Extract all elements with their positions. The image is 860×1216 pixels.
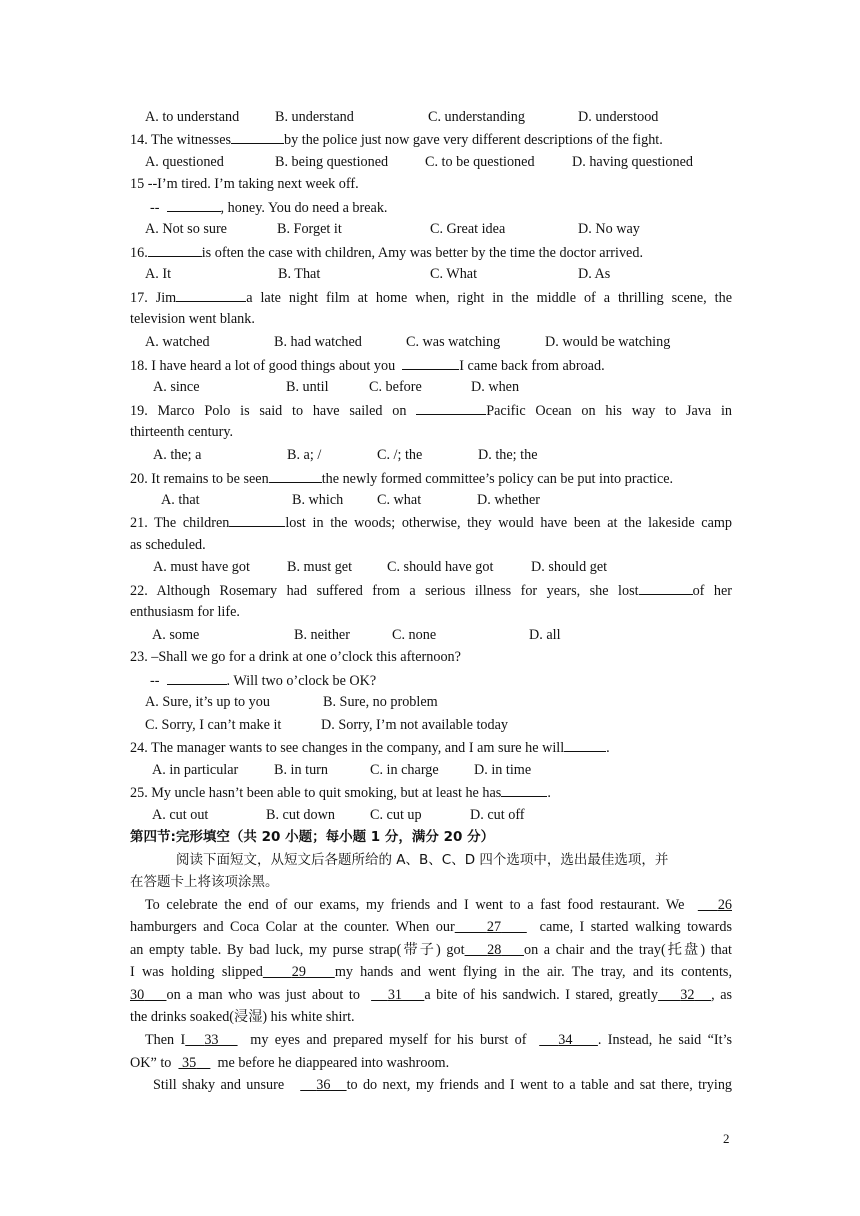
passage-line: the drinks soaked(浸湿) his white shirt. [130,1009,355,1025]
answer-blank [402,356,459,370]
option-a: A. Sure, it’s up to you [145,694,270,710]
option-c: C. what [377,492,422,508]
blank-number [300,1077,346,1093]
passage-line [130,1054,732,1072]
question-14 [130,130,732,149]
passage-text: Still shaky and unsure [153,1077,285,1093]
option-d: D. No way [578,221,640,237]
option-c: C. should have got [387,559,494,575]
answer-blank [416,401,486,415]
option-a: A. the; a [153,447,202,463]
passage-text: on a chair and the tray(托盘) that [523,942,733,958]
question-text: the newly formed committee’s policy can be put into practice. [321,471,674,487]
blank-number [465,942,524,958]
question-text: 22. Although Rosemary had suffered from a serious illness for years, she lost [130,583,639,599]
question-text: . [547,785,551,801]
blank-number [263,964,335,980]
option-c: C. What [430,266,478,282]
option-d: D. all [529,627,561,643]
blank-number-value: 34 [558,1032,573,1048]
option-d: D. having questioned [572,154,693,170]
blank-number-value: 28 [487,942,502,958]
question-text: 19. Marco Polo is said to have sailed on [130,403,407,419]
question-17-cont: television went blank. [130,311,255,327]
passage-line [130,963,732,981]
passage-line [145,1031,732,1049]
question-text: , honey. You do need a break. [220,200,388,216]
option-a: A. It [145,266,172,282]
answer-blank [269,469,322,483]
blank-number [539,1032,598,1048]
question-text: 18. I have heard a lot of good things about you [130,358,396,374]
option-b: B. Forget it [277,221,342,237]
option-d: D. the; the [478,447,538,463]
question-text: is often the case with children, Amy was better by the time the doctor arrived. [201,245,643,261]
question-19-cont: thirteenth century. [130,424,234,440]
option-a: A. that [161,492,200,508]
passage-text: a bite of his sandwich. I stared, greatly [424,987,658,1003]
option-b: B. cut down [266,807,335,823]
passage-line [145,896,732,914]
question-15: 15 --I’m tired. I’m taking next week off. [130,176,359,192]
blank-number-value: 32 [680,987,695,1003]
question-25 [130,783,732,802]
option-a: A. watched [145,334,210,350]
section-instructions: 阅读下面短文，从短文后各题所给的 A、B、C、D 四个选项中，选出最佳选项，并 [176,852,669,868]
option-d: D. As [578,266,611,282]
page-number: 2 [723,1131,730,1146]
option-c: C. cut up [370,807,422,823]
passage-line [130,918,732,936]
option-d: D. understood [578,109,659,125]
passage-text: me before he diappeared into washroom. [217,1055,450,1071]
dash: -- [150,673,160,689]
option-b: B. must get [287,559,353,575]
option-d: D. Sorry, I’m not available today [321,717,509,733]
option-a: A. to understand [145,109,240,125]
passage-line [130,986,732,1004]
passage-text: OK” to [130,1055,172,1071]
blank-number-value: 36 [316,1077,331,1093]
option-b: B. which [292,492,344,508]
answer-blank [564,738,606,752]
question-text: . [606,740,610,756]
option-b: B. a; / [287,447,322,463]
question-text: . Will two o’clock be OK? [226,673,377,689]
question-22-cont: enthusiasm for life. [130,604,240,620]
blank-number [371,987,424,1003]
question-21 [130,513,732,532]
question-21-cont: as scheduled. [130,537,206,553]
question-text: 21. The children [130,515,230,531]
question-text: 24. The manager wants to see changes in the company, and I am sure he will [130,740,565,756]
option-b: B. in turn [274,762,328,778]
question-text: 25. My uncle hasn’t been able to quit smoking, but at least he has [130,785,502,801]
answer-blank [639,581,693,595]
option-c: C. in charge [370,762,439,778]
passage-text: to do next, my friends and I went to a table and sat there, trying [346,1077,733,1093]
answer-blank [501,783,547,797]
passage-text: To celebrate the end of our exams, my friends and I went to a fast food restaurant. We [145,897,685,913]
passage-line [130,941,732,959]
passage-line [153,1076,732,1094]
passage-text: Then I [145,1032,186,1048]
option-c: C. was watching [406,334,501,350]
question-text: 14. The witnesses [130,132,232,148]
option-d: D. in time [474,762,532,778]
option-a: A. since [153,379,200,395]
question-text: 20. It remains to be seen [130,471,269,487]
section-instructions-cont: 在答题卡上将该项涂黑。 [130,874,279,890]
question-16 [130,243,732,262]
blank-number-value: 30 [130,987,145,1003]
passage-text: . Instead, he said “It’s [597,1032,733,1048]
question-text: lost in the woods; otherwise, they would have been at the lakeside camp [285,515,733,531]
question-24 [130,738,732,757]
option-c: C. /; the [377,447,423,463]
option-a: A. some [152,627,200,643]
blank-number-value: 26 [717,897,732,913]
question-text: of her [692,583,732,599]
option-a: A. must have got [153,559,250,575]
blank-number [130,987,166,1003]
blank-number-value: 31 [387,987,403,1003]
passage-text: , as [711,987,733,1003]
option-a: A. cut out [152,807,209,823]
option-d: D. cut off [470,807,525,823]
blank-number-value: 27 [486,919,502,935]
option-b: B. That [278,266,321,282]
option-d: D. should get [531,559,608,575]
answer-blank [176,288,246,302]
question-text: 17. Jim [130,290,177,306]
question-text: Pacific Ocean on his way to Java in [486,403,732,419]
passage-text: my hands and went flying in the air. The tray, and its contents, [334,964,733,980]
blank-number-value: 33 [204,1032,219,1048]
section-heading: 第四节:完形填空（共 20 小题；每小题 1 分，满分 20 分） [130,829,495,845]
blank-number [698,897,732,913]
option-a: A. questioned [145,154,224,170]
option-c: C. before [369,379,422,395]
option-b: B. had watched [274,334,362,350]
question-text: I came back from abroad. [459,358,605,374]
question-20 [130,469,732,488]
option-c: C. to be questioned [425,154,535,170]
passage-text: my eyes and prepared myself for his burst of [250,1032,527,1048]
dash: -- [150,200,160,216]
option-c: C. Sorry, I can’t make it [145,717,282,733]
option-c: C. none [392,627,437,643]
passage-text: came, I started walking towards [539,919,732,935]
answer-blank [167,671,227,685]
option-d: D. whether [477,492,541,508]
option-d: D. would be watching [545,334,671,350]
blank-number [185,1032,237,1048]
question-text: by the police just now gave very different descriptions of the fight. [284,132,663,148]
option-a: A. in particular [152,762,239,778]
passage-text: I was holding slipped [130,964,263,980]
option-c: C. understanding [428,109,525,125]
option-a: A. Not so sure [145,221,227,237]
question-17 [130,288,732,307]
passage-text: hamburgers and Coca Colar at the counter. When our [130,919,455,935]
answer-blank [231,130,284,144]
blank-number-value: 35 [182,1055,197,1071]
question-text: a late night film at home when, right in the middle of a thrilling scene, the [246,290,733,306]
option-b: B. being questioned [275,154,389,170]
blank-number-value: 29 [291,964,306,980]
question-19 [130,401,732,420]
option-b: B. Sure, no problem [323,694,438,710]
option-c: C. Great idea [430,221,506,237]
answer-blank [229,513,285,527]
blank-number [455,919,527,935]
question-22 [130,581,732,600]
option-d: D. when [471,379,520,395]
passage-text: on a man who was just about to [166,987,360,1003]
passage-text: an empty table. By bad luck, my purse strap(带子) got [130,942,465,958]
question-23-reply [150,671,752,690]
question-15-reply [150,198,752,217]
option-b: B. until [286,379,329,395]
answer-blank [167,198,221,212]
blank-number [178,1055,210,1071]
question-23: 23. –Shall we go for a drink at one o’clock this afternoon? [130,649,461,665]
question-18 [130,356,732,375]
question-text: 16. [130,245,148,261]
blank-number [658,987,711,1003]
answer-blank [148,243,202,257]
option-b: B. understand [275,109,354,125]
option-b: B. neither [294,627,350,643]
